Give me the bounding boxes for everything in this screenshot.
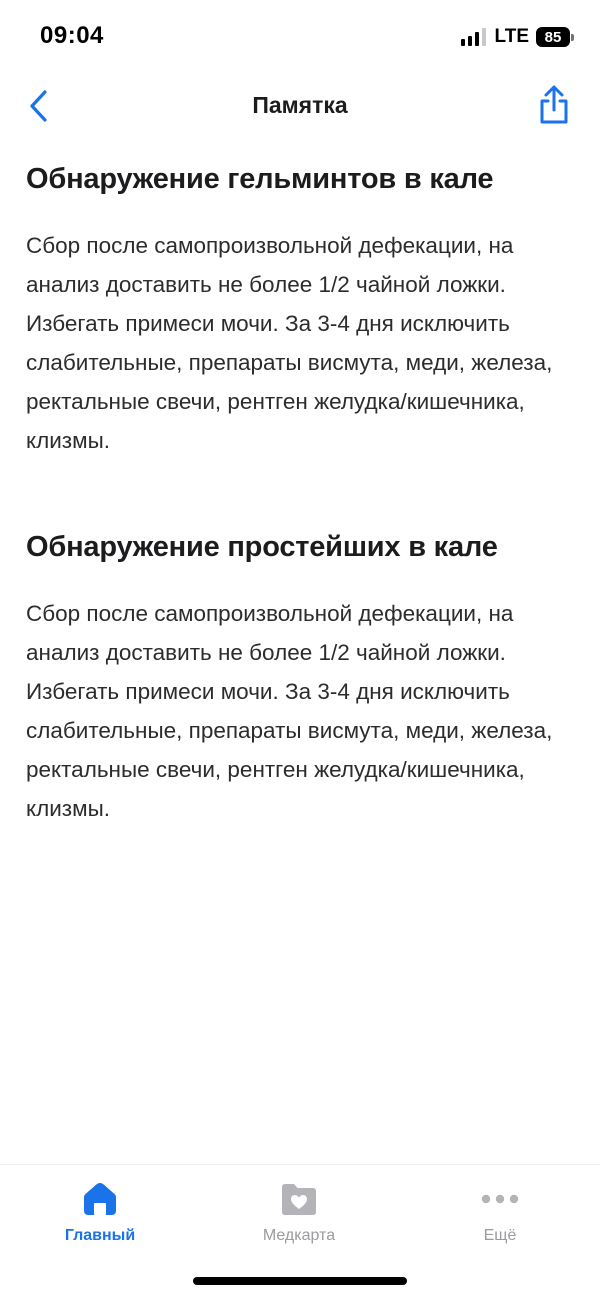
status-indicators [461, 26, 574, 48]
memo-content [26, 158, 574, 828]
share-icon [536, 84, 572, 126]
tab-more[interactable] [430, 1179, 570, 1259]
tab-medcard[interactable] [229, 1179, 369, 1259]
status-bar [0, 0, 600, 74]
home-icon [80, 1179, 120, 1219]
section-body: Сбор после самопроизвольной дефекации, на анализ доставить не более 1/2 чайной ложки. Избегать примеси мочи. За 3-4 дня исключить слабительные, препараты висмута, меди, железа, ректальные свечи, рентген желудка/кишечника, клизмы. [26, 601, 553, 821]
tab-label: Главный [64, 1227, 136, 1244]
tab-label: Медкарта [262, 1227, 336, 1244]
tab-home[interactable] [30, 1179, 170, 1259]
battery-icon [536, 27, 574, 47]
memo-section [26, 526, 574, 828]
home-indicator [193, 1277, 407, 1285]
memo-section [26, 158, 574, 460]
folder-heart-icon [279, 1179, 319, 1219]
more-dots-icon [480, 1179, 520, 1219]
tab-label: Ещё [483, 1227, 517, 1244]
nav-bar [0, 80, 600, 132]
status-time: 09:04 [40, 22, 104, 49]
signal-icon [461, 28, 486, 46]
battery-level: 85 [536, 27, 570, 47]
section-title: Обнаружение гельминтов в кале [26, 163, 494, 195]
section-body: Сбор после самопроизвольной дефекации, на анализ доставить не более 1/2 чайной ложки. Избегать примеси мочи. За 3-4 дня исключить слабительные, препараты висмута, меди, железа, ректальные свечи, рентген желудка/кишечника, клизмы. [26, 233, 553, 453]
network-type: LTE [494, 26, 529, 47]
section-title: Обнаружение простейших в кале [26, 531, 498, 563]
page-title: Памятка [252, 92, 348, 118]
share-button[interactable] [536, 84, 572, 126]
